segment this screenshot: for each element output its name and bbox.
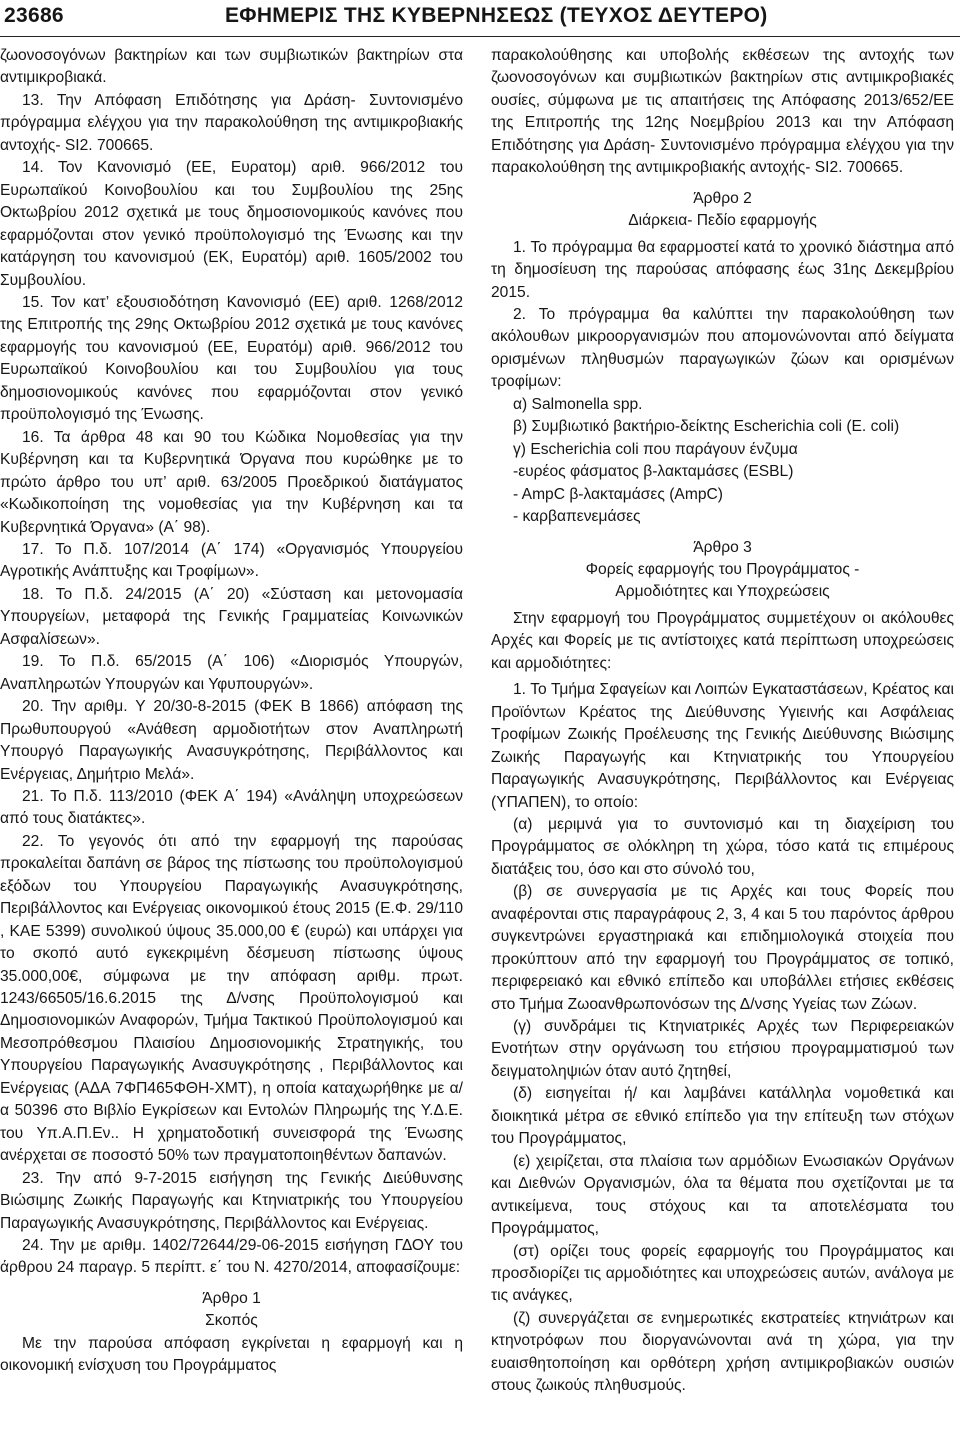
right-column: [491, 45, 954, 1398]
paragraph: Με την παρούσα απόφαση εγκρίνεται η εφαρμογή και η οικονομική ενίσχυση του Προγράμματος: [0, 1334, 463, 1375]
paragraph: ζωονοσογόνων βακτηρίων και των συμβιωτικών βακτηρίων στα αντιμικροβιακά.: [0, 47, 463, 87]
paragraph: παρακολούθησης και υποβολής εκθέσεων της αντοχής των ζωονοσογόνων και συμβιωτικών βακτηρίων στις αντιμικροβιακές ουσίες, σύμφωνα με τις απαιτήσεις της Απόφασης 2013/652/ΕΕ της Επιτροπής της 12ης Νοεμβρίου 2013 και την Απόφαση Επιδότησης για Δράση- Συντονισμένο πρόγραμμα ελέγχου για την παρακολούθηση της αντιμικροβιακής αντοχής- SI2. 700665.: [491, 47, 954, 177]
paragraph: (ζ) συνεργάζεται σε ενημερωτικές εκστρατείες κτηνιάτρων και κτηνοτρόφων που διοργανώνονται ανά τη χώρα, για την ευαισθητοποίηση και ορθότερη χρήση αντιμικροβιακών ουσιών στους ζωικούς πληθυσμούς.: [491, 1309, 954, 1395]
article-3-title: Άρθρο 3: [693, 538, 752, 556]
paragraph: 17. Το Π.δ. 107/2014 (Α΄ 174) «Οργανισμός Υπουργείου Αγροτικής Ανάπτυξης και Τροφίμων».: [0, 540, 463, 581]
paragraph: (δ) εισηγείται ή/ και λαμβάνει κατάλληλα νομοθετικά και διοικητικά μέτρα σε εθνικό επίπεδο για την επίτευξη των στόχων του Προγράμματος,: [491, 1085, 954, 1148]
gazette-title: ΕΦΗΜΕΡΙΣ ΤΗΣ ΚΥΒΕΡΝΗΣΕΩΣ (ΤΕΥΧΟΣ ΔΕΥΤΕΡΟ): [225, 4, 768, 27]
list-item: -ευρέος φάσματος β-λακταμάσες (ESBL): [513, 463, 794, 481]
paragraph: 23. Την από 9-7-2015 εισήγηση της Γενικής Διεύθυνσης Βιώσιμης Ζωικής Παραγωγής και Κτηνιατρικής του Υπουργείου Παραγωγικής Ανασυγκρότησης, Περιβάλλοντος και Ενέργειας.: [0, 1169, 463, 1232]
paragraph: (α) μεριμνά για το συντονισμό και τη διαχείριση του Προγράμματος σε ολόκληρη τη χώρα, τόσο κατά τις επιμέρους διατάξεις του, όσο και στο σύνολό του,: [491, 815, 954, 878]
paragraph: 18. Το Π.δ. 24/2015 (Α΄ 20) «Σύσταση και μετονομασία Υπουργείων, μεταφορά της Γενικής Γραμματείας Κοινωνικών Ασφαλίσεων».: [0, 585, 463, 648]
article-2-subtitle: Διάρκεια- Πεδίο εφαρμογής: [628, 212, 817, 230]
paragraph: (ε) χειρίζεται, στα πλαίσια των αρμόδιων Ενωσιακών Οργάνων και Διεθνών Οργανισμών, όλα τα θέματα που σχετίζονται με τα αντικείμενα, τους στόχους και τα αποτελέσματα του Προγράμματος,: [491, 1152, 954, 1238]
paragraph: (γ) συνδράμει τις Κτηνιατρικές Αρχές των Περιφερειακών Ενοτήτων στην οργάνωση του ετήσιου προγραμματισμού των δειγματοληψιών όταν αυτό ζητηθεί,: [491, 1018, 954, 1080]
paragraph: 13. Την Απόφαση Επιδότησης για Δράση- Συντονισμένο πρόγραμμα ελέγχου για την παρακολούθηση της αντιμικροβιακής αντοχής- SI2. 700665.: [0, 91, 463, 154]
paragraph: 19. Το Π.δ. 65/2015 (Α΄ 106) «Διορισμός Υπουργών, Αναπληρωτών Υπουργών και Υφυπουργών».: [0, 653, 463, 693]
list-item: γ) Escherichia coli που παράγουν ένζυμα: [513, 440, 798, 458]
article-1-subtitle: Σκοπός: [205, 1312, 258, 1330]
page-header: [0, 0, 960, 37]
article-3-subtitle: Φορείς εφαρμογής του Προγράμματος -: [585, 560, 860, 578]
paragraph: (στ) ορίζει τους φορείς εφαρμογής του Προγράμματος και προσδιορίζει τις αρμοδιότητες και υποχρεώσεις αυτών, ανάλογα με τις ανάγκες,: [491, 1242, 954, 1305]
paragraph: 16. Τα άρθρα 48 και 90 του Κώδικα Νομοθεσίας για την Κυβέρνηση και τα Κυβερνητικά Όργανα που κυρώθηκε με το πρώτο άρθρο του υπ’ αριθ. 63/2005 Προεδρικού διατάγματος «Κωδικοποίηση της νομοθεσίας για την Κυβέρνηση και τα Κυβερνητικά Όργανα» (Α΄ 98).: [0, 428, 463, 536]
paragraph: 2. Το πρόγραμμα θα καλύπτει την παρακολούθηση των ακόλουθων μικροοργανισμών που απομονώνονται από δείγματα ορισμένων πληθυσμών παραγωγικών ζώων και ορισμένων τροφίμων:: [491, 305, 954, 391]
paragraph: Στην εφαρμογή του Προγράμματος συμμετέχουν οι ακόλουθες Αρχές και Φορείς με τις αντίστοιχες κατά περίπτωση υποχρεώσεις και αρμοδιότητες:: [491, 609, 954, 672]
article-3-subtitle: Αρμοδιότητες και Υποχρεώσεις: [615, 583, 830, 601]
paragraph: 24. Την με αριθμ. 1402/72644/29-06-2015 εισήγηση ΓΔΟΥ του άρθρου 24 παραγρ. 5 περίπτ. ε΄ του Ν. 4270/2014, αποφασίζουμε:: [0, 1237, 463, 1277]
paragraph: 20. Την αριθμ. Υ 20/30-8-2015 (ΦΕΚ Β 1866) απόφαση της Πρωθυπουργού «Ανάθεση αρμοδιοτήτων στον Αναπληρωτή Υπουργό Παραγωγικής Ανασυγκρότησης, Περιβάλλοντος και Ενέργειας, Δημήτριο Μελά».: [0, 698, 463, 783]
paragraph: 14. Τον Κανονισμό (ΕΕ, Ευρατομ) αριθ. 966/2012 του Ευρωπαϊκού Κοινοβουλίου και του Συμβουλίου της 25ης Οκτωβρίου 2012 σχετικά με τους δημοσιονομικούς κανόνες που εφαρμόζονται στον γενικό προϋπολογισμό της Ένωσης και την κατάργηση του κανονισμού (ΕΚ, Ευρατόμ) αριθ. 1605/2002 του Συμβουλίου.: [0, 159, 463, 289]
paragraph: (β) σε συνεργασία με τις Αρχές και τους Φορείς που αναφέρονται στις παραγράφους 2, 3, 4 και 5 του παρόντος άρθρου συγκεντρώνει εργαστηριακά και επιδημιολογικά στοιχεία που προκύπτουν από την εφαρμογή του Προγράμματος σε τοπικό, περιφερειακό και εθνικό επίπεδο και υποβάλλει ετήσιες εκθέσεις στο Τμήμα Ζωοανθρωπονόσων της Δ/νσης Υγείας των Ζώων.: [491, 883, 954, 1013]
paragraph: 1. Το πρόγραμμα θα εφαρμοστεί κατά το χρονικό διάστημα από τη δημοσίευση της παρούσας απόφασης έως 31ης Δεκεμβρίου 2015.: [491, 238, 954, 301]
paragraph: 1. Το Τμήμα Σφαγείων και Λοιπών Εγκαταστάσεων, Κρέατος και Προϊόντων Κρέατος της Διεύθυνσης Υγιεινής και Ασφάλειας Τροφίμων Ζωικής Προέλευσης της Γενικής Διεύθυνσης Βιώσιμης Ζωικής Παραγωγής και Κτηνιατρικής του Υπουργείου Παραγωγικής Ανασυγκρότησης, Περιβάλλοντος και Ενέργειας (ΥΠΑΠΕΝ), το οποίο:: [491, 681, 954, 811]
list-item: α) Salmonella spp.: [513, 395, 643, 413]
article-1-title: Άρθρο 1: [202, 1289, 261, 1307]
list-item: β) Συμβιωτικό βακτήριο-δείκτης Escherichia coli (E. coli): [513, 418, 900, 436]
list-item: - καρβαπενεμάσες: [513, 508, 641, 526]
left-column: [0, 45, 463, 1378]
paragraph: 22. Το γεγονός ότι από την εφαρμογή της παρούσας προκαλείται δαπάνη σε βάρος της πίστωσης του προϋπολογισμού εξόδων του Υπουργείου Παραγωγικής Ανασυγκρότησης, Περιβάλλοντος και Ενέργειας οικονομικού έτους 2015 (Ε.Φ. 29/110 , ΚΑΕ 5399) συνολικού ύψους 35.000,00 € (ευρώ) και υπάρχει για το σκοπό αυτό εγκεκριμένη δέσμευση πίστωσης ύψους 35.000,00€, σύμφωνα με την απόφαση αριθμ. πρωτ. 1243/66505/16.6.2015 της Δ/νσης Προϋπολογισμού και Δημοσιονομικών Αναφορών, Τμήμα Τακτικού Προϋπολογισμού και Μεσοπρόθεσμου Πλαισίου Δημοσιονομικής Στρατηγικής, του Υπουργείου Παραγωγικής Ανασυγκρότησης , Περιβάλλοντος και Ενέργειας (ΑΔΑ 7ΦΠ465ΦΘΗ-ΧΜΤ), η οποία καταχωρήθηκε με α/α 50396 στο Βιβλίο Εγκρίσεων και Εντολών Πληρωμής της Υ.Δ.Ε. του Υπ.Α.Π.Εν.. Η χρηματοδοτική συνεισφορά της Ένωσης ανέρχεται σε ποσοστό 50% των πραγματοποιηθέντων δαπανών.: [0, 832, 463, 1165]
paragraph: 21. Το Π.δ. 113/2010 (ΦΕΚ Α΄ 194) «Ανάληψη υποχρεώσεων από τους διατάκτες».: [0, 787, 463, 828]
paragraph: 15. Τον κατ’ εξουσιοδότηση Κανονισμό (ΕΕ) αριθ. 1268/2012 της Επιτροπής της 29ης Οκτωβρίου 2012 σχετικά με τους κανόνες εφαρμογής του κανονισμού (ΕΕ, Ευρατόμ) αριθ. 966/2012 του Ευρωπαϊκού Κοινοβουλίου και του Συμβουλίου για τους δημοσιονομικούς κανόνες που εφαρμόζονται στον γενικό προϋπολογισμό της Ένωσης.: [0, 293, 463, 424]
article-2-title: Άρθρο 2: [693, 189, 752, 207]
list-item: - AmpC β-λακταμάσες (AmpC): [513, 485, 723, 503]
page-number: 23686: [4, 4, 64, 27]
